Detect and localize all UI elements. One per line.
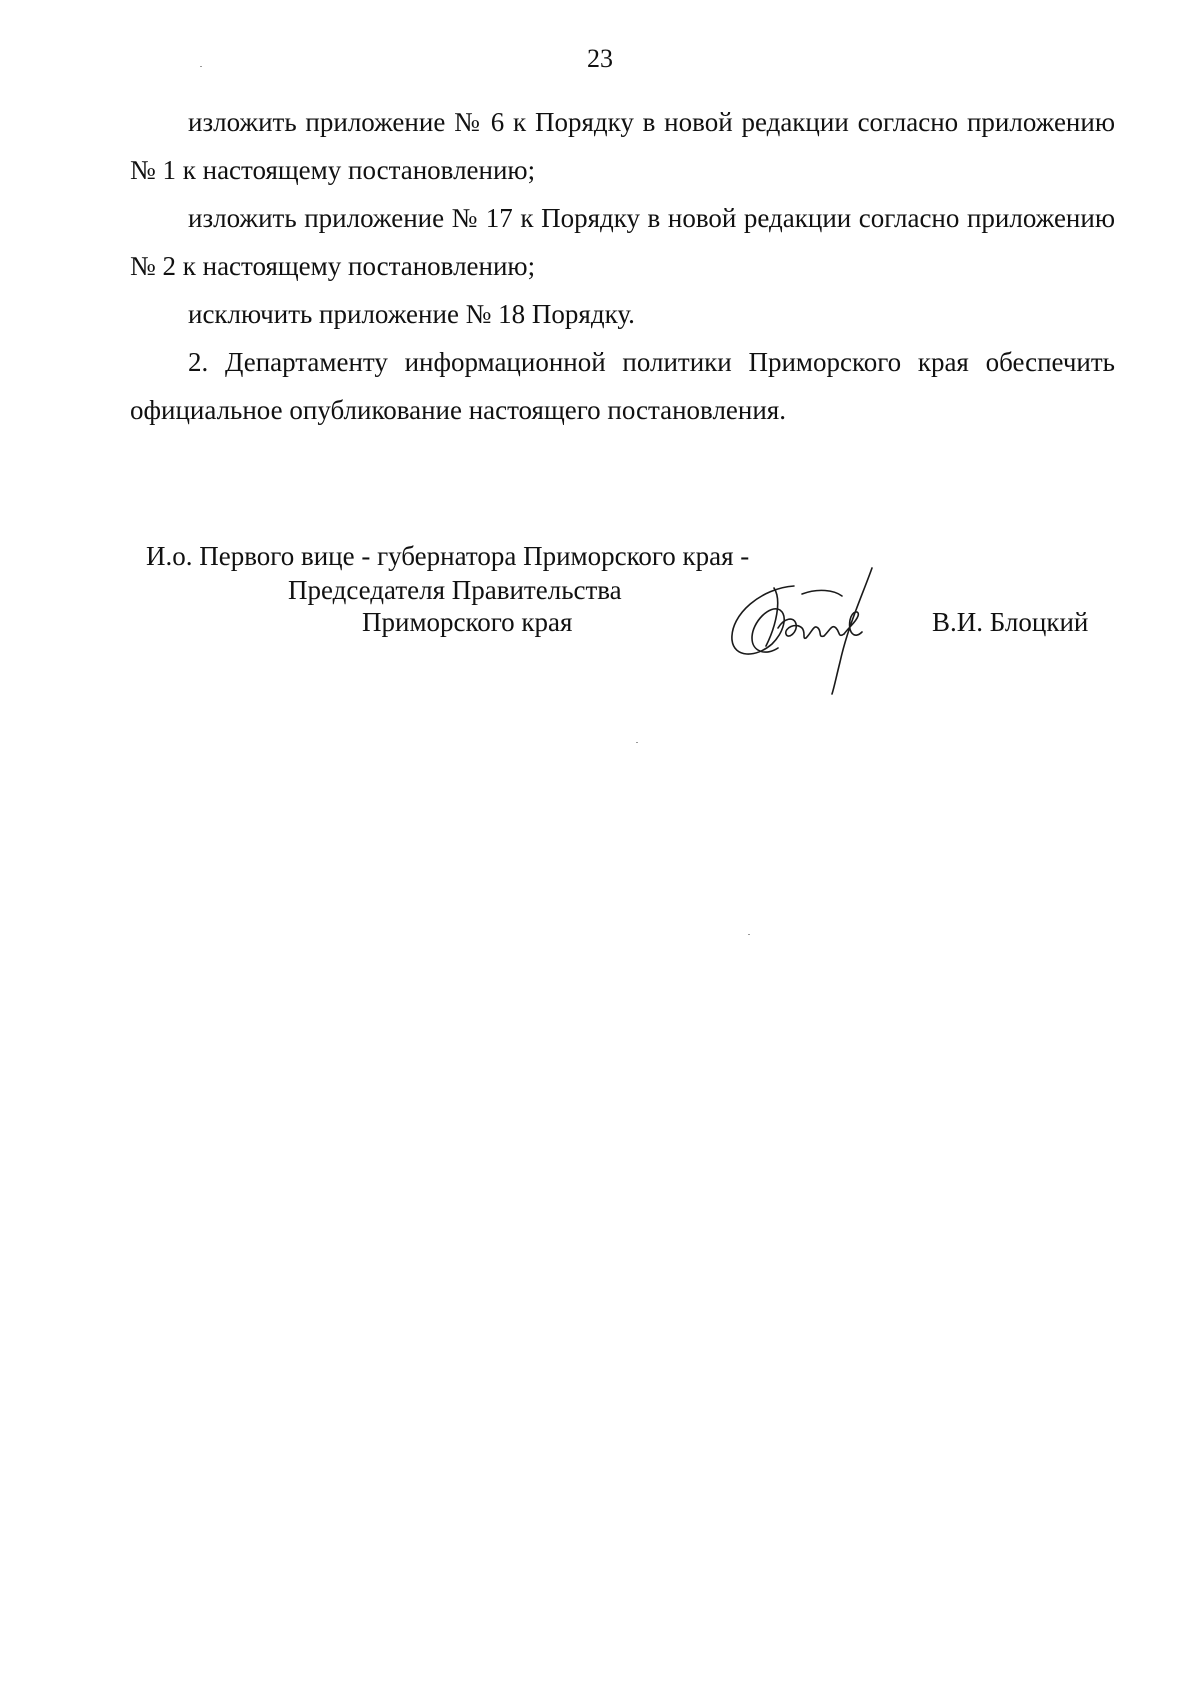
page-number: 23 bbox=[587, 44, 613, 73]
scan-speck bbox=[748, 934, 750, 935]
signatory-title-line-2: Председателя Правительства bbox=[288, 575, 622, 605]
scan-speck bbox=[636, 742, 638, 743]
scan-speck bbox=[200, 66, 202, 67]
document-body bbox=[130, 98, 1115, 434]
signatory-title-line-3: Приморского края bbox=[362, 607, 573, 637]
paragraph-publication-order: 2. Департаменту информационной политики Приморского края обеспечить официальное опубликование настоящего постановления. bbox=[130, 347, 1115, 425]
signatory-title-line-1: И.о. Первого вице - губернатора Приморского края - bbox=[146, 541, 750, 571]
paragraph-exclude-appendix-18: исключить приложение № 18 Порядку. bbox=[188, 299, 635, 329]
paragraph-amend-appendix-17: изложить приложение № 17 к Порядку в новой редакции согласно приложению № 2 к настоящему постановлению; bbox=[130, 203, 1115, 281]
paragraph-amend-appendix-6: изложить приложение № 6 к Порядку в новой редакции согласно приложению № 1 к настоящему постановлению; bbox=[130, 107, 1115, 185]
signature-block bbox=[0, 540, 1200, 700]
signatory-name: В.И. Блоцкий bbox=[932, 607, 1089, 637]
handwritten-signature bbox=[722, 566, 922, 696]
